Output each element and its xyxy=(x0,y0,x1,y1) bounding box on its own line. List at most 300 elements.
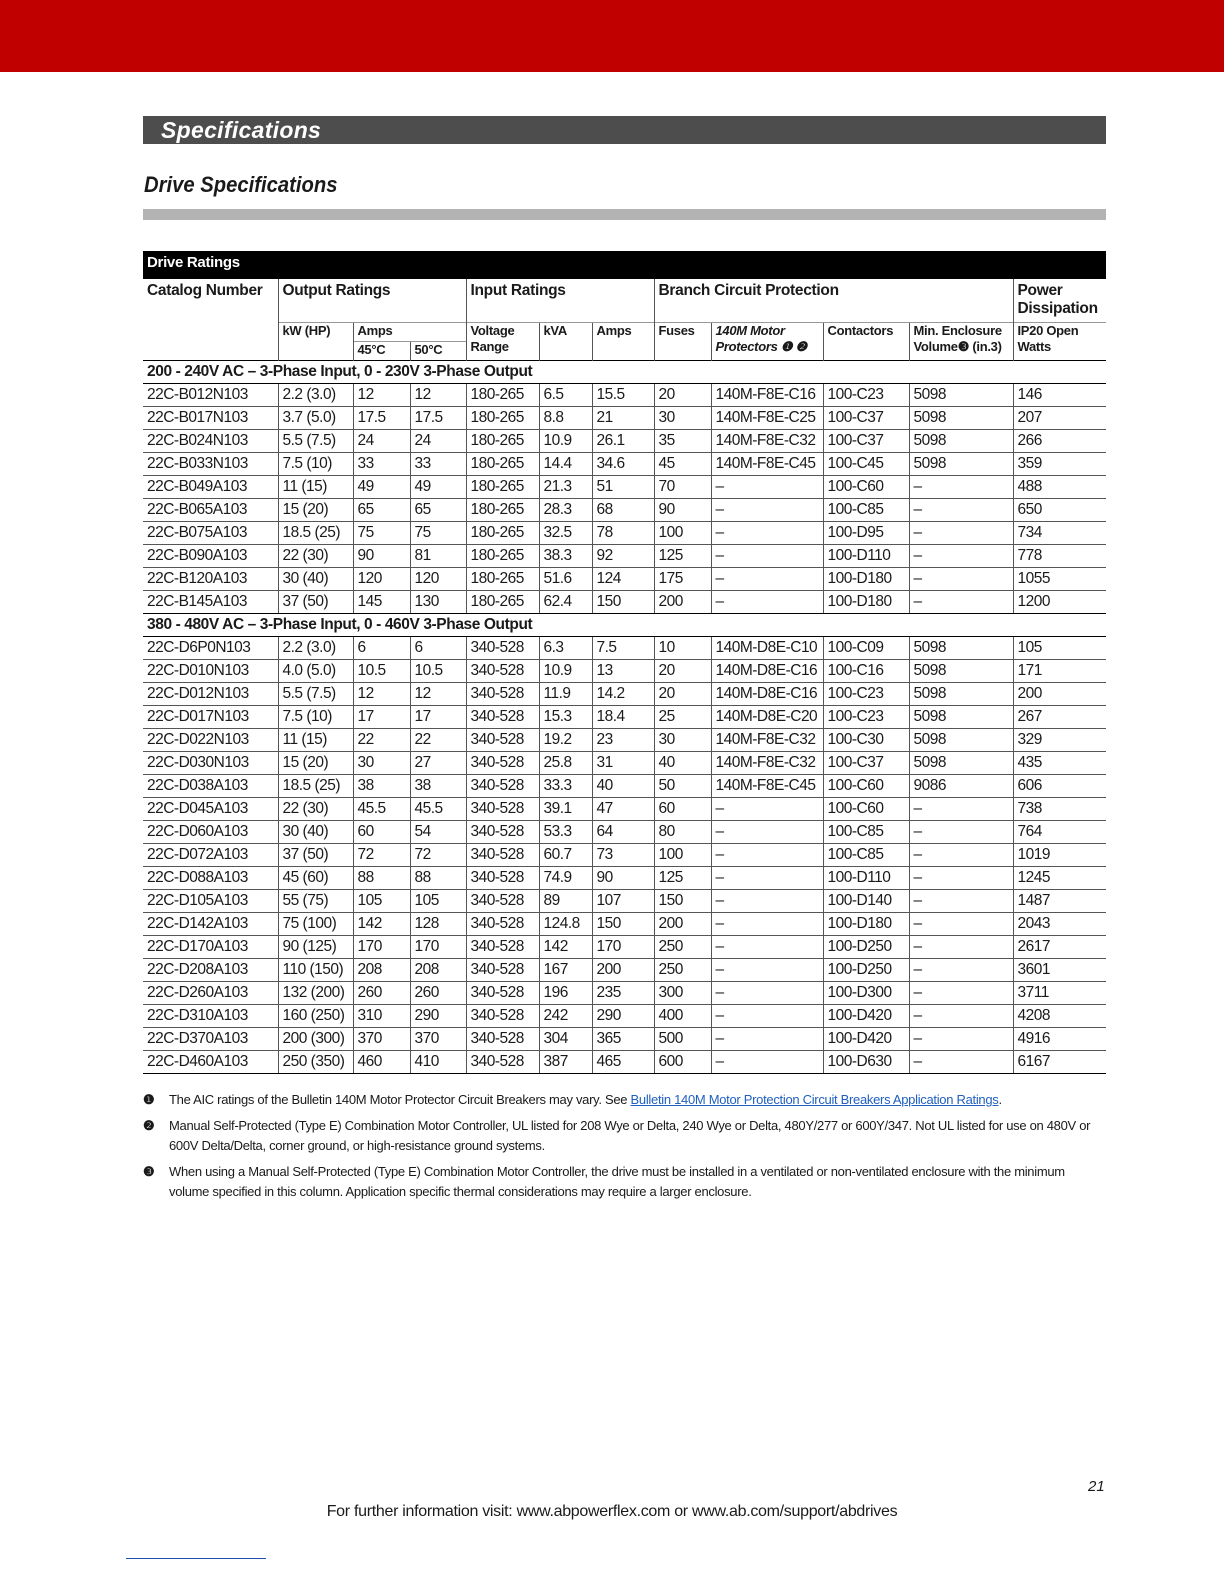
footnote-2 xyxy=(143,1116,1106,1156)
table-cell: 180-265 xyxy=(466,453,539,476)
table-cell: 78 xyxy=(592,522,654,545)
table-cell: 180-265 xyxy=(466,545,539,568)
table-row xyxy=(143,430,1106,453)
table-cell: 304 xyxy=(539,1028,592,1051)
table-cell: 5098 xyxy=(909,683,1013,706)
table-cell: 11 (15) xyxy=(278,729,353,752)
table-cell: 17.5 xyxy=(410,407,466,430)
table-cell: 120 xyxy=(410,568,466,591)
table-cell: 5098 xyxy=(909,384,1013,407)
table-row xyxy=(143,591,1106,614)
table-cell: 200 xyxy=(654,591,711,614)
header-input-ratings: Input Ratings xyxy=(466,279,654,323)
table-cell: – xyxy=(711,867,823,890)
table-cell: 132 (200) xyxy=(278,982,353,1005)
table-cell: 22C-B017N103 xyxy=(143,407,278,430)
table-cell: 170 xyxy=(592,936,654,959)
table-cell: 10.9 xyxy=(539,430,592,453)
table-cell: – xyxy=(909,821,1013,844)
table-cell: 22C-D6P0N103 xyxy=(147,639,251,656)
table-cell: 100-C23 xyxy=(823,384,909,407)
table-cell: 180-265 xyxy=(466,568,539,591)
table-cell: 140M-F8E-C16 xyxy=(711,384,823,407)
page-number: 21 xyxy=(1088,1478,1105,1495)
table-row xyxy=(143,1005,1106,1028)
table-row xyxy=(143,706,1106,729)
header-power-dissipation: Power Dissipation xyxy=(1013,279,1106,323)
table-cell: 12 xyxy=(410,384,466,407)
footnote-text: Manual Self-Protected (Type E) Combination Motor Controller, UL listed for 208 Wye or Delta, 240 Wye or Delta, 480Y/277 or 600Y/347. Not UL listed for use on 480V or 600V Delta/Delta, corner ground, or high-resistance ground systems. xyxy=(169,1118,1091,1153)
table-cell: 340-528 xyxy=(466,637,539,660)
table-cell: 250 xyxy=(654,959,711,982)
header-branch-circuit-protection: Branch Circuit Protection xyxy=(654,279,1013,323)
table-cell: 30 xyxy=(654,729,711,752)
table-cell: 340-528 xyxy=(466,729,539,752)
table-cell: 10.9 xyxy=(539,660,592,683)
table-cell: 12 xyxy=(353,683,410,706)
table-cell: 27 xyxy=(410,752,466,775)
table-cell: 4916 xyxy=(1013,1028,1106,1051)
table-cell: 22C-B012N103 xyxy=(147,386,248,403)
table-cell: 100-C30 xyxy=(823,729,909,752)
table-cell: 75 xyxy=(410,522,466,545)
table-row xyxy=(143,453,1106,476)
table-row xyxy=(143,821,1106,844)
table-cell: 100-D300 xyxy=(823,982,909,1005)
table-cell: – xyxy=(711,959,823,982)
header-ip20-open-watts: IP20 Open Watts xyxy=(1013,323,1106,361)
table-cell: – xyxy=(711,1005,823,1028)
table-cell: 2043 xyxy=(1013,913,1106,936)
table-cell: 45.5 xyxy=(410,798,466,821)
footer-link-rule xyxy=(126,1558,266,1559)
table-cell: 140M-F8E-C32 xyxy=(711,729,823,752)
table-cell: 38 xyxy=(410,775,466,798)
table-cell: 365 xyxy=(592,1028,654,1051)
table-row xyxy=(143,729,1106,752)
table-cell: 40 xyxy=(654,752,711,775)
table-cell: 18.5 (25) xyxy=(278,522,353,545)
table-cell: 32.5 xyxy=(539,522,592,545)
header-output-ratings: Output Ratings xyxy=(278,279,466,323)
table-row xyxy=(143,1051,1106,1074)
table-cell: 22C-D142A103 xyxy=(143,913,278,936)
table-cell: 100-C45 xyxy=(823,453,909,476)
table-cell: 10.5 xyxy=(410,660,466,683)
table-cell: 3711 xyxy=(1013,982,1106,1005)
footer-text: For further information visit: www.abpowerflex.com or www.ab.com/support/abdrives xyxy=(326,1503,898,1520)
table-cell: 26.1 xyxy=(592,430,654,453)
page-subtitle: Drive Specifications xyxy=(144,172,338,197)
table-cell: 8.8 xyxy=(539,407,592,430)
section-header-row xyxy=(143,361,1106,384)
table-cell: – xyxy=(711,890,823,913)
table-cell: 17 xyxy=(353,706,410,729)
table-cell: 14.2 xyxy=(592,683,654,706)
table-cell: 73 xyxy=(592,844,654,867)
table-cell: 140M-D8E-C20 xyxy=(711,706,823,729)
table-cell: 410 xyxy=(410,1051,466,1074)
table-cell: – xyxy=(711,568,823,591)
table-cell: 400 xyxy=(654,1005,711,1028)
table-row xyxy=(143,407,1106,430)
table-cell: 50 xyxy=(654,775,711,798)
table-cell: 146 xyxy=(1013,384,1106,407)
table-cell: 18.5 (25) xyxy=(278,775,353,798)
table-cell: 22 (30) xyxy=(278,545,353,568)
table-cell: 5098 xyxy=(909,752,1013,775)
table-cell: 5098 xyxy=(909,637,1013,660)
table-cell: 1200 xyxy=(1013,591,1106,614)
divider-rule xyxy=(143,209,1106,220)
table-cell: 105 xyxy=(1013,637,1106,660)
table-cell: 24 xyxy=(353,430,410,453)
table-cell: 51 xyxy=(592,476,654,499)
header-catalog-number: Catalog Number xyxy=(147,282,263,299)
header-fuses: Fuses xyxy=(654,323,711,361)
table-cell: 105 xyxy=(353,890,410,913)
table-cell: – xyxy=(711,591,823,614)
section-header-row xyxy=(143,614,1106,637)
table-row xyxy=(143,844,1106,867)
footnote-3 xyxy=(143,1162,1106,1202)
table-cell: 22C-D260A103 xyxy=(143,982,278,1005)
table-cell: 100-C85 xyxy=(823,499,909,522)
table-cell: – xyxy=(909,591,1013,614)
table-cell: 340-528 xyxy=(466,706,539,729)
table-cell: – xyxy=(711,499,823,522)
table-cell: 435 xyxy=(1013,752,1106,775)
table-cell: 14.4 xyxy=(539,453,592,476)
table-cell: – xyxy=(711,936,823,959)
table-cell: 100-D95 xyxy=(823,522,909,545)
table-title: Drive Ratings xyxy=(143,251,1106,279)
table-row xyxy=(143,568,1106,591)
table-cell: – xyxy=(909,499,1013,522)
table-cell: 370 xyxy=(353,1028,410,1051)
table-row xyxy=(143,1028,1106,1051)
table-cell: 340-528 xyxy=(466,844,539,867)
table-cell: 130 xyxy=(410,591,466,614)
table-cell: 180-265 xyxy=(466,407,539,430)
table-cell: – xyxy=(909,476,1013,499)
table-cell: 19.2 xyxy=(539,729,592,752)
table-cell: 1019 xyxy=(1013,844,1106,867)
table-cell: 10.5 xyxy=(353,660,410,683)
table-cell: 100-C37 xyxy=(823,430,909,453)
footnote-marker: ❸ xyxy=(143,1164,155,1179)
table-cell: 600 xyxy=(654,1051,711,1074)
table-cell: 25 xyxy=(654,706,711,729)
table-cell: – xyxy=(909,959,1013,982)
table-cell: 100 xyxy=(654,522,711,545)
table-cell: 22C-B090A103 xyxy=(143,545,278,568)
table-cell: 266 xyxy=(1013,430,1106,453)
table-cell: 72 xyxy=(353,844,410,867)
table-row xyxy=(143,752,1106,775)
table-cell: 300 xyxy=(654,982,711,1005)
table-cell: – xyxy=(909,1051,1013,1074)
table-cell: 170 xyxy=(353,936,410,959)
table-cell: 88 xyxy=(353,867,410,890)
table-cell: 100-D420 xyxy=(823,1005,909,1028)
table-cell: 208 xyxy=(410,959,466,982)
table-cell: 31 xyxy=(592,752,654,775)
table-cell: 49 xyxy=(410,476,466,499)
table-cell: 7.5 (10) xyxy=(278,706,353,729)
table-cell: 33 xyxy=(353,453,410,476)
table-row xyxy=(143,476,1106,499)
table-cell: 22C-B024N103 xyxy=(143,430,278,453)
table-cell: 100-D420 xyxy=(823,1028,909,1051)
table-cell: 90 xyxy=(353,545,410,568)
table-cell: 175 xyxy=(654,568,711,591)
table-cell: 140M-F8E-C32 xyxy=(711,752,823,775)
table-cell: 6 xyxy=(410,637,466,660)
table-cell: 22C-D310A103 xyxy=(143,1005,278,1028)
table-cell: 1055 xyxy=(1013,568,1106,591)
table-cell: 125 xyxy=(654,867,711,890)
table-cell: 100-C09 xyxy=(823,637,909,660)
table-cell: 488 xyxy=(1013,476,1106,499)
table-cell: 15 (20) xyxy=(278,752,353,775)
table-cell: 207 xyxy=(1013,407,1106,430)
table-cell: – xyxy=(909,1028,1013,1051)
table-cell: 100-C60 xyxy=(823,476,909,499)
table-cell: 500 xyxy=(654,1028,711,1051)
table-row xyxy=(143,384,1106,407)
table-cell: 606 xyxy=(1013,775,1106,798)
table-cell: 267 xyxy=(1013,706,1106,729)
table-cell: 150 xyxy=(592,913,654,936)
table-cell: 734 xyxy=(1013,522,1106,545)
table-cell: 100-D180 xyxy=(823,591,909,614)
table-cell: 51.6 xyxy=(539,568,592,591)
table-cell: 33 xyxy=(410,453,466,476)
table-cell: 20 xyxy=(654,683,711,706)
table-cell: 142 xyxy=(353,913,410,936)
table-cell: 100-C23 xyxy=(823,706,909,729)
table-cell: 65 xyxy=(353,499,410,522)
table-cell: 196 xyxy=(539,982,592,1005)
table-cell: 22C-D088A103 xyxy=(143,867,278,890)
table-cell: 110 (150) xyxy=(278,959,353,982)
table-cell: 100 xyxy=(654,844,711,867)
table-cell: 260 xyxy=(410,982,466,1005)
table-cell: 15.5 xyxy=(592,384,654,407)
table-cell: – xyxy=(909,913,1013,936)
table-cell: 23 xyxy=(592,729,654,752)
table-row xyxy=(143,798,1106,821)
table-cell: 22C-D072A103 xyxy=(143,844,278,867)
table-cell: 90 xyxy=(654,499,711,522)
table-cell: 200 xyxy=(654,913,711,936)
table-cell: – xyxy=(711,798,823,821)
table-cell: 55 (75) xyxy=(278,890,353,913)
table-cell: 738 xyxy=(1013,798,1106,821)
table-cell: 22 xyxy=(353,729,410,752)
table-cell: – xyxy=(711,913,823,936)
table-cell: 290 xyxy=(592,1005,654,1028)
table-cell: 140M-D8E-C16 xyxy=(711,683,823,706)
table-cell: 22C-D012N103 xyxy=(143,683,278,706)
table-cell: 340-528 xyxy=(466,959,539,982)
table-cell: 7.5 xyxy=(592,637,654,660)
table-cell: 22C-B120A103 xyxy=(143,568,278,591)
table-cell: 47 xyxy=(592,798,654,821)
header-min-enclosure-volume: Min. Enclosure Volume❸ (in.3) xyxy=(909,323,1013,361)
table-cell: 35 xyxy=(654,430,711,453)
table-cell: 260 xyxy=(353,982,410,1005)
table-cell: 12 xyxy=(410,683,466,706)
table-cell: 15.3 xyxy=(539,706,592,729)
table-cell: 22C-B075A103 xyxy=(143,522,278,545)
table-cell: 60 xyxy=(353,821,410,844)
table-cell: 340-528 xyxy=(466,936,539,959)
table-cell: 5098 xyxy=(909,729,1013,752)
table-cell: 180-265 xyxy=(466,476,539,499)
table-cell: 650 xyxy=(1013,499,1106,522)
table-cell: 81 xyxy=(410,545,466,568)
table-cell: 11 (15) xyxy=(278,476,353,499)
table-cell: 100-C37 xyxy=(823,752,909,775)
table-cell: 100-D110 xyxy=(823,867,909,890)
table-cell: 18.4 xyxy=(592,706,654,729)
table-cell: 100-C60 xyxy=(823,798,909,821)
table-cell: – xyxy=(909,890,1013,913)
table-cell: 22C-D017N103 xyxy=(143,706,278,729)
section-title-bar xyxy=(143,116,1106,144)
table-cell: 22C-B065A103 xyxy=(143,499,278,522)
table-cell: 340-528 xyxy=(466,1005,539,1028)
table-cell: – xyxy=(711,545,823,568)
header-kva: kVA xyxy=(539,323,592,361)
footnote-marker: ❶ xyxy=(143,1092,155,1107)
table-cell: 100-C60 xyxy=(823,775,909,798)
table-cell: 62.4 xyxy=(539,591,592,614)
header-voltage-range: Voltage Range xyxy=(466,323,539,361)
table-cell: 140M-F8E-C25 xyxy=(711,407,823,430)
table-cell: 2617 xyxy=(1013,936,1106,959)
table-cell: 124.8 xyxy=(539,913,592,936)
table-cell: 22C-D010N103 xyxy=(143,660,278,683)
table-cell: 235 xyxy=(592,982,654,1005)
table-cell: 22C-D060A103 xyxy=(143,821,278,844)
table-cell: 22C-B033N103 xyxy=(143,453,278,476)
table-cell: 64 xyxy=(592,821,654,844)
table-cell: – xyxy=(909,798,1013,821)
table-row xyxy=(143,867,1106,890)
table-cell: 150 xyxy=(592,591,654,614)
table-cell: 100-D250 xyxy=(823,959,909,982)
header-kw-hp: kW (HP) xyxy=(278,323,353,361)
table-cell: 250 (350) xyxy=(278,1051,353,1074)
table-cell: 90 (125) xyxy=(278,936,353,959)
table-cell: 340-528 xyxy=(466,982,539,1005)
table-cell: 128 xyxy=(410,913,466,936)
table-cell: 1487 xyxy=(1013,890,1106,913)
table-cell: 5.5 (7.5) xyxy=(278,430,353,453)
table-cell: 140M-D8E-C16 xyxy=(711,660,823,683)
table-cell: 75 xyxy=(353,522,410,545)
table-cell: 180-265 xyxy=(466,499,539,522)
table-cell: 38.3 xyxy=(539,545,592,568)
section-title: Specifications xyxy=(161,117,322,143)
table-cell: 37 (50) xyxy=(278,844,353,867)
table-cell: 340-528 xyxy=(466,752,539,775)
table-cell: 460 xyxy=(353,1051,410,1074)
table-cell: 1245 xyxy=(1013,867,1106,890)
table-cell: 340-528 xyxy=(466,1051,539,1074)
table-cell: 5098 xyxy=(909,453,1013,476)
table-cell: 60.7 xyxy=(539,844,592,867)
table-cell: 5.5 (7.5) xyxy=(278,683,353,706)
table-cell: – xyxy=(711,821,823,844)
table-cell: 340-528 xyxy=(466,890,539,913)
table-cell: 107 xyxy=(592,890,654,913)
table-cell: 100-D110 xyxy=(823,545,909,568)
table-cell: 75 (100) xyxy=(278,913,353,936)
table-cell: – xyxy=(909,936,1013,959)
table-cell: 340-528 xyxy=(466,683,539,706)
table-cell: 13 xyxy=(592,660,654,683)
table-cell: 208 xyxy=(353,959,410,982)
table-cell: 4208 xyxy=(1013,1005,1106,1028)
table-cell: 340-528 xyxy=(466,798,539,821)
table-row xyxy=(143,936,1106,959)
application-ratings-link[interactable]: Bulletin 140M Motor Protection Circuit Breakers Application Ratings xyxy=(630,1092,999,1107)
table-cell: 39.1 xyxy=(539,798,592,821)
drive-ratings-table xyxy=(143,251,1106,1074)
table-cell: 7.5 (10) xyxy=(278,453,353,476)
table-cell: 180-265 xyxy=(466,591,539,614)
table-cell: – xyxy=(909,844,1013,867)
table-cell: 22C-D038A103 xyxy=(143,775,278,798)
table-cell: 33.3 xyxy=(539,775,592,798)
table-row xyxy=(143,890,1106,913)
table-row xyxy=(143,959,1106,982)
footnote-1 xyxy=(143,1090,1106,1110)
table-cell: 22C-D208A103 xyxy=(143,959,278,982)
table-cell: 22C-D045A103 xyxy=(143,798,278,821)
table-cell: 387 xyxy=(539,1051,592,1074)
table-cell: 45 (60) xyxy=(278,867,353,890)
table-cell: 764 xyxy=(1013,821,1106,844)
table-cell: 340-528 xyxy=(466,913,539,936)
table-cell: – xyxy=(711,522,823,545)
table-cell: – xyxy=(909,568,1013,591)
table-cell: 22C-D460A103 xyxy=(143,1051,278,1074)
table-cell: 100-C16 xyxy=(823,660,909,683)
table-row xyxy=(143,545,1106,568)
table-cell: 340-528 xyxy=(466,821,539,844)
table-row xyxy=(143,522,1106,545)
table-cell: 100-D180 xyxy=(823,568,909,591)
table-cell: 6167 xyxy=(1013,1051,1106,1074)
table-cell: 100-D140 xyxy=(823,890,909,913)
table-cell: 38 xyxy=(353,775,410,798)
table-cell: 5098 xyxy=(909,407,1013,430)
table-cell: 180-265 xyxy=(466,522,539,545)
table-cell: – xyxy=(711,1051,823,1074)
table-cell: 150 xyxy=(654,890,711,913)
table-cell: 100-C85 xyxy=(823,844,909,867)
table-cell: 6 xyxy=(353,637,410,660)
table-cell: 145 xyxy=(353,591,410,614)
table-cell: 100-D180 xyxy=(823,913,909,936)
table-cell: – xyxy=(909,545,1013,568)
table-row xyxy=(143,683,1106,706)
